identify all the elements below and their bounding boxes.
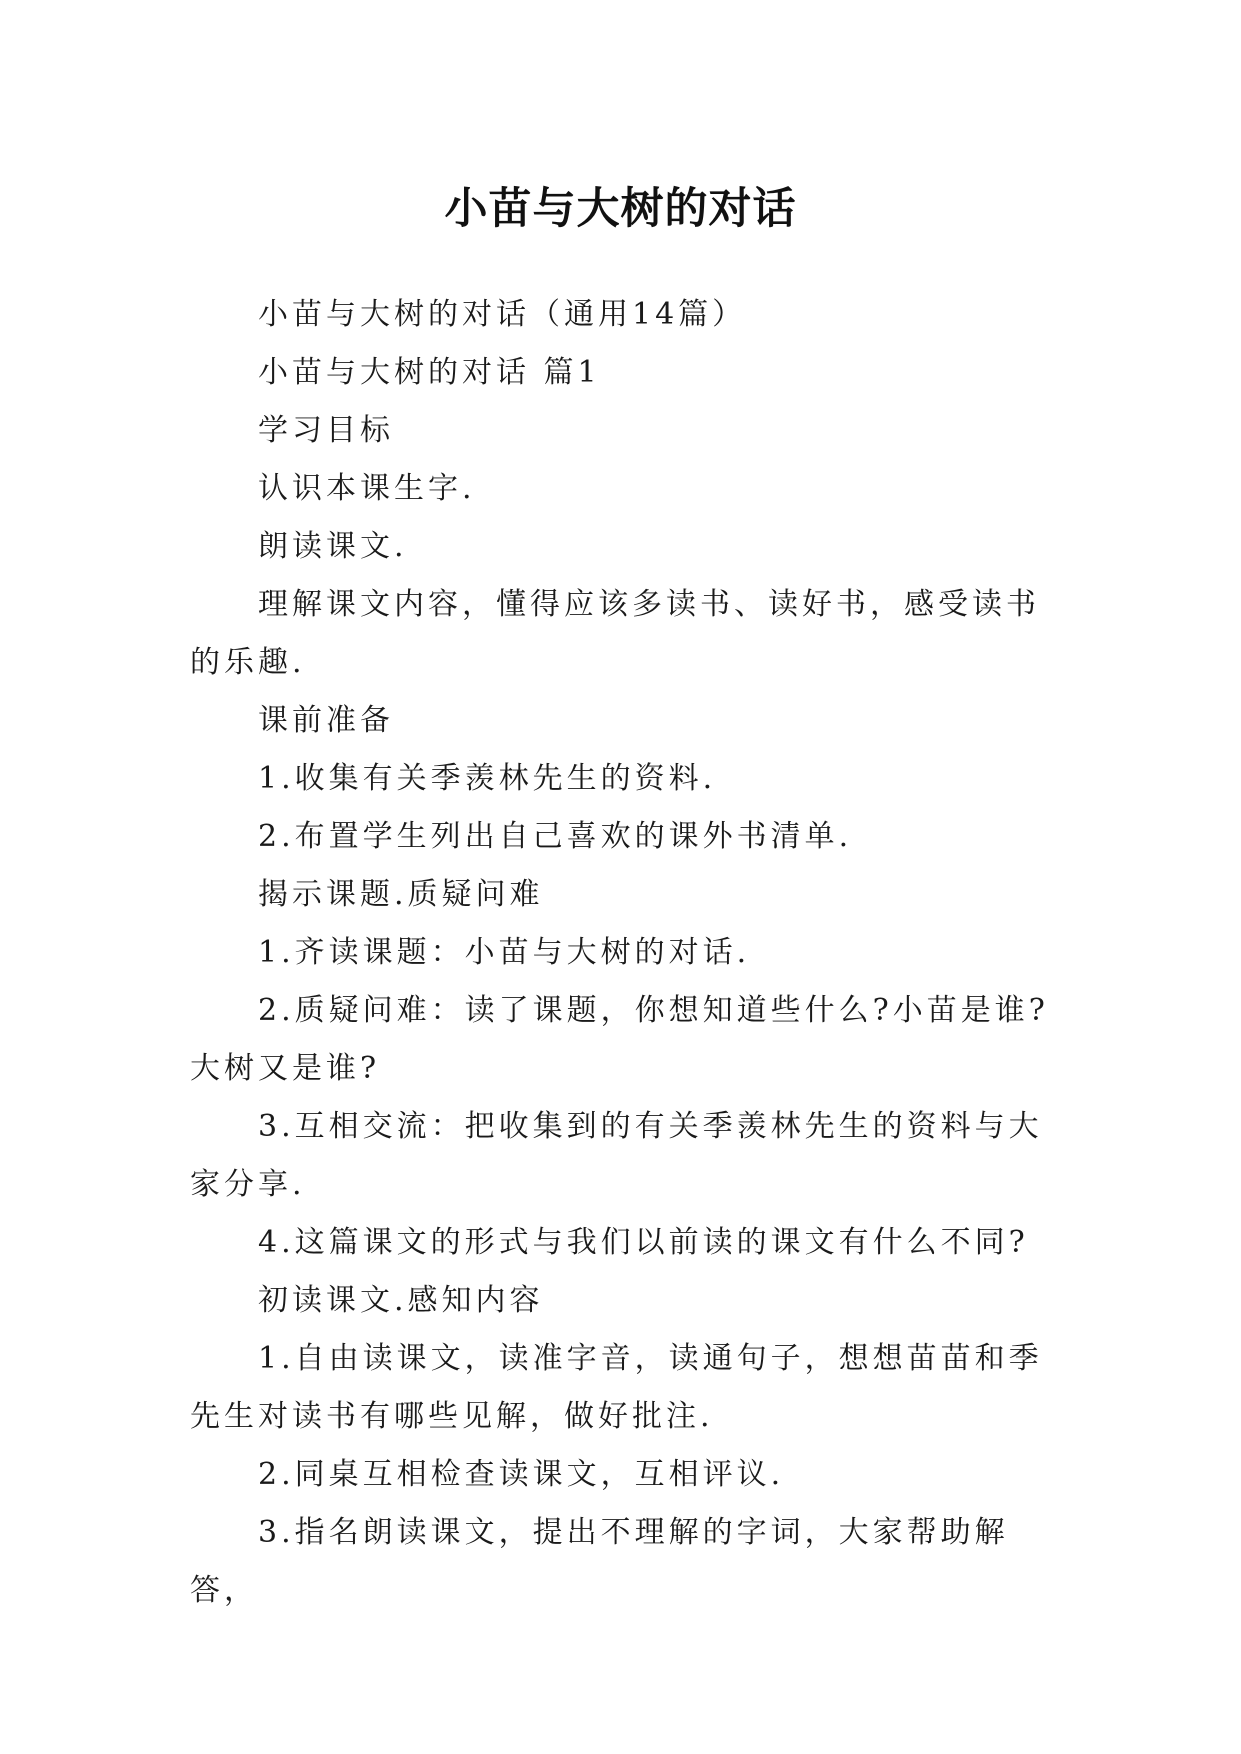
paragraph-15: 初读课文.感知内容 [258,1283,544,1318]
paragraph-9: 2.布置学生列出自己喜欢的课外书清单. [258,819,853,854]
document-body [190,286,1060,1620]
paragraph-6: 理解课文内容，懂得应该多读书、读好书，感受读书的乐趣. [190,587,1040,680]
paragraph-17: 2.同桌互相检查读课文，互相评议. [258,1457,785,1492]
paragraph-8: 1.收集有关季羡林先生的资料. [258,761,717,796]
paragraph-13: 3.互相交流：把收集到的有关季羡林先生的资料与大家分享. [190,1109,1043,1202]
paragraph-4: 认识本课生字. [258,471,476,506]
paragraph-5: 朗读课文. [258,529,408,564]
paragraph-16: 1.自由读课文，读准字音，读通句子，想想苗苗和季先生对读书有哪些见解，做好批注. [190,1341,1043,1434]
paragraph-10: 揭示课题.质疑问难 [258,877,544,912]
paragraph-7: 课前准备 [258,703,394,738]
paragraph-18: 3.指名朗读课文，提出不理解的字词，大家帮助解答， [190,1515,1009,1608]
paragraph-3: 学习目标 [258,413,394,448]
paragraph-1: 小苗与大树的对话（通用14篇） [258,297,747,332]
document-title: 小苗与大树的对话 [444,183,797,234]
paragraph-11: 1.齐读课题：小苗与大树的对话. [258,935,751,970]
paragraph-2: 小苗与大树的对话 篇1 [258,355,601,390]
paragraph-12: 2.质疑问难：读了课题，你想知道些什么?小苗是谁?大树又是谁? [190,993,1049,1086]
paragraph-14: 4.这篇课文的形式与我们以前读的课文有什么不同? [258,1225,1029,1260]
